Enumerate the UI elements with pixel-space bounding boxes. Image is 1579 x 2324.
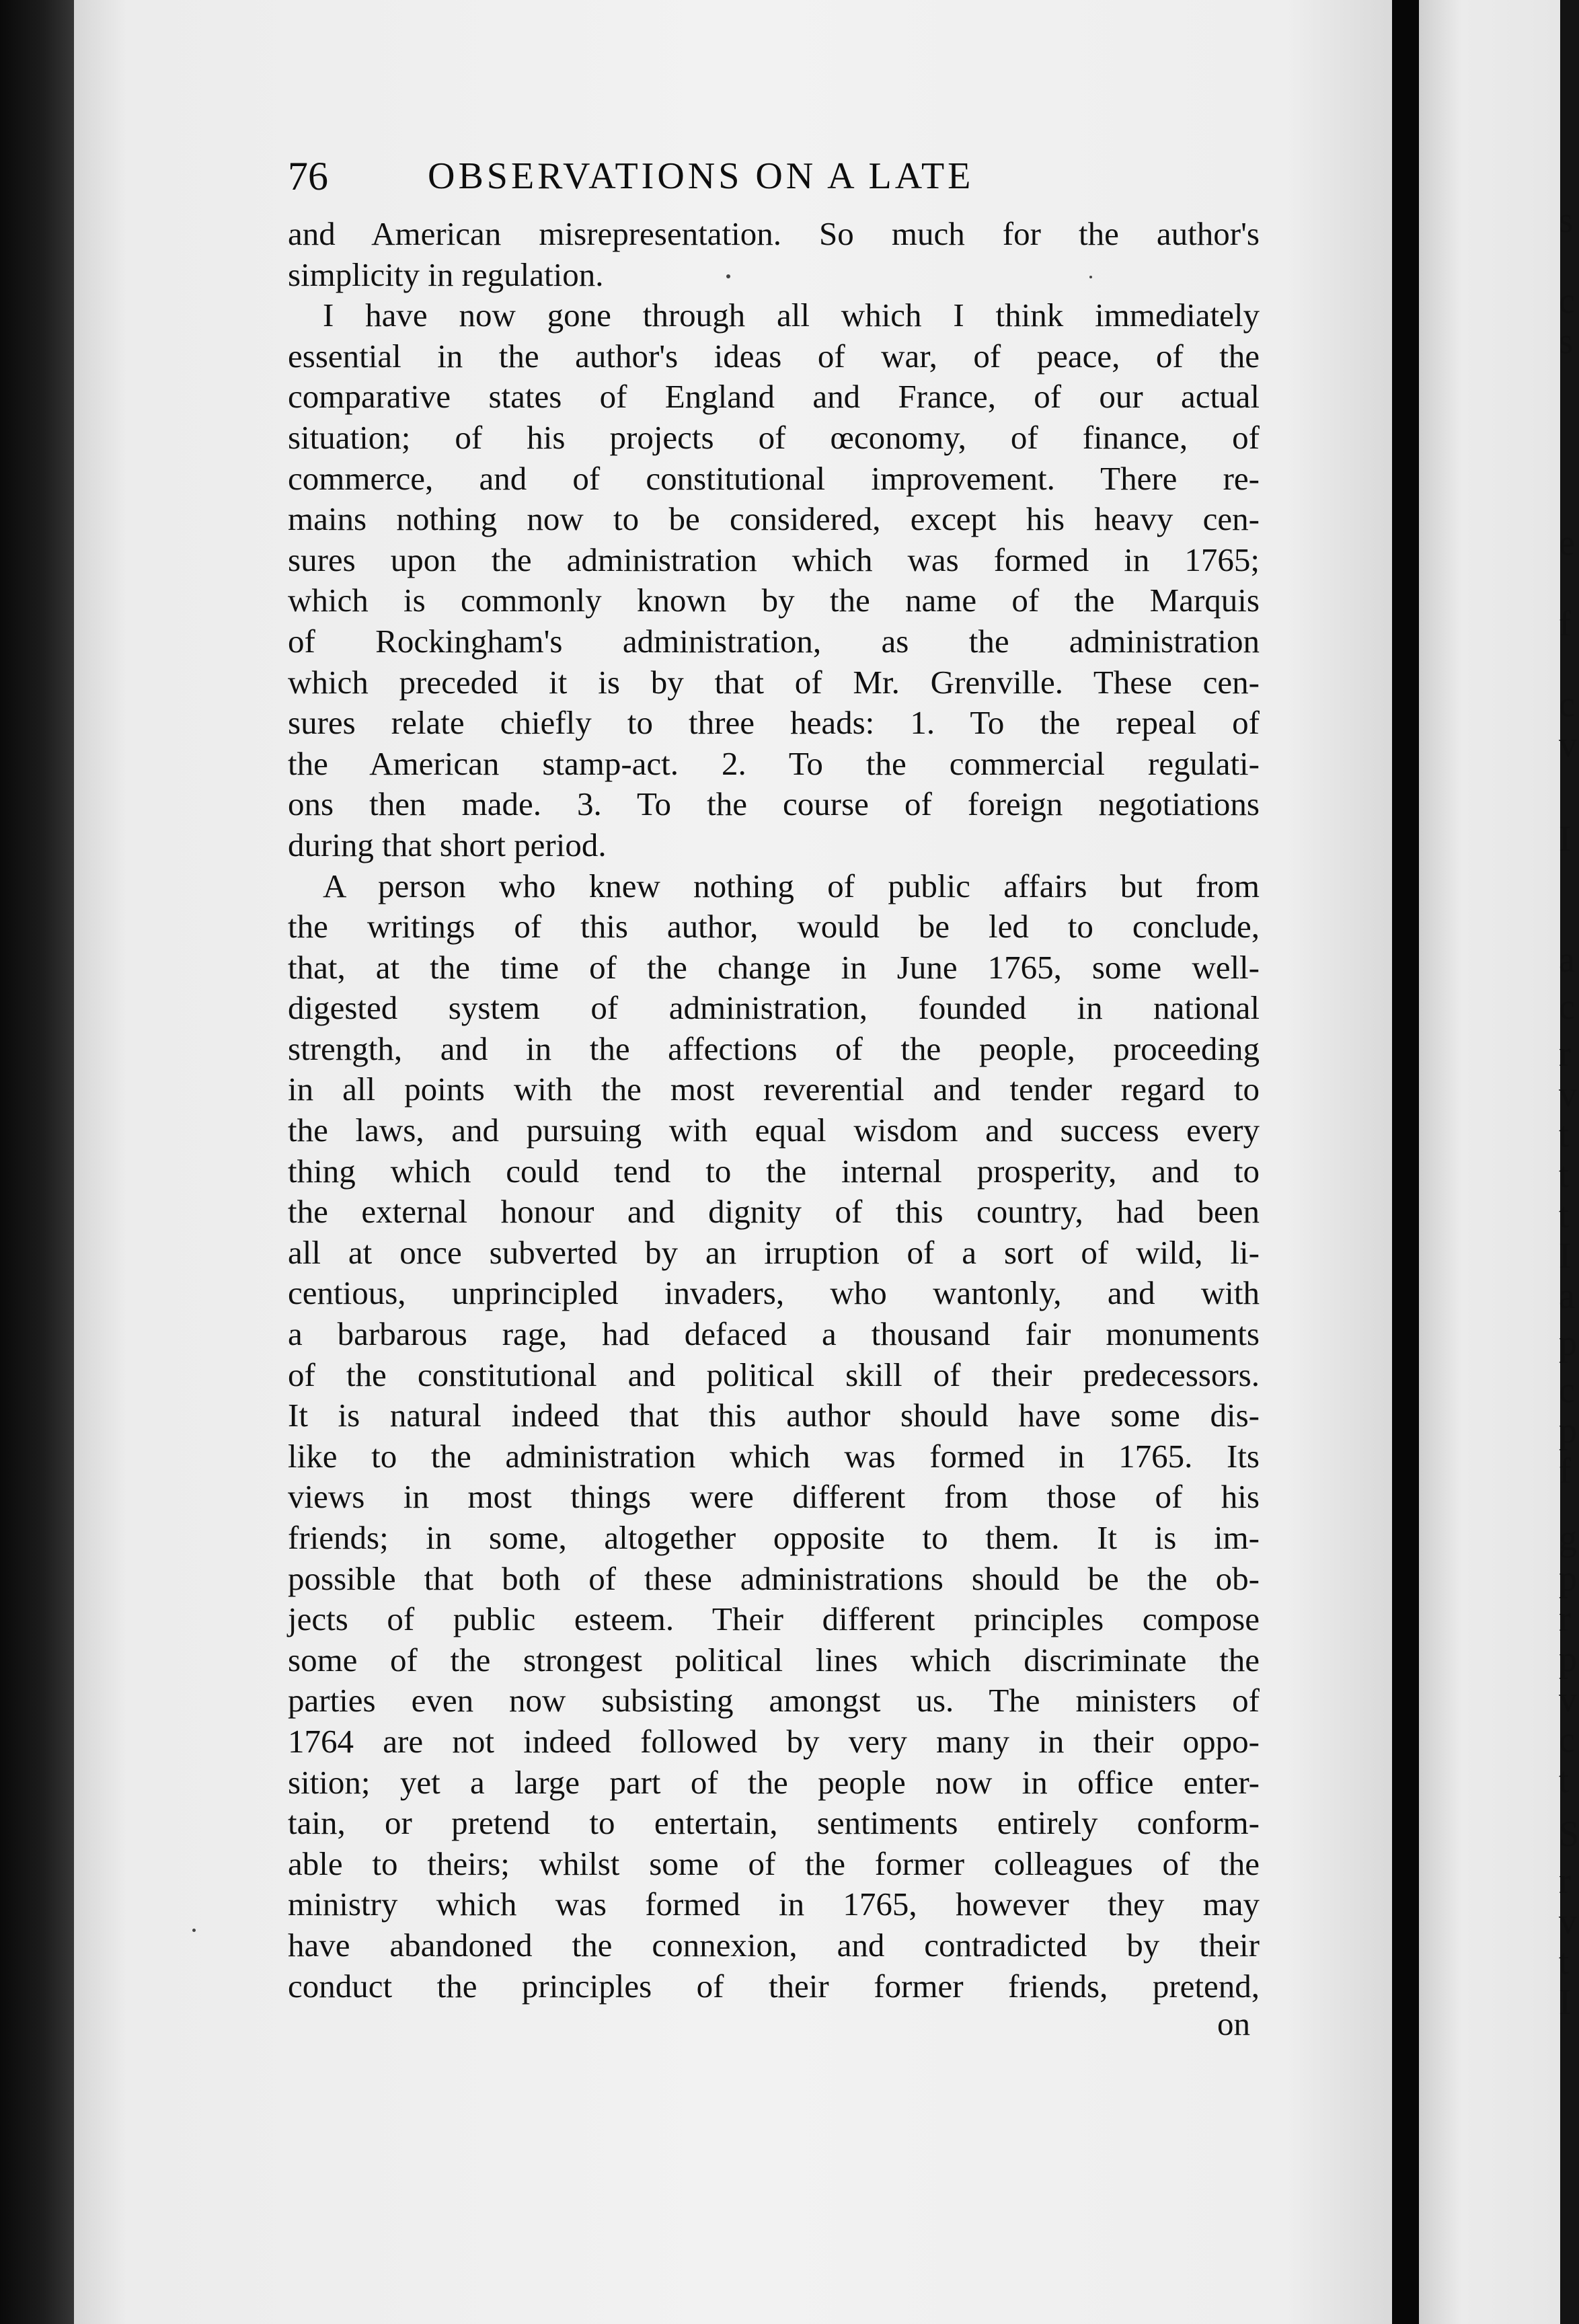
- text-line: tain, or pretend to entertain, sentiments entirely conform-: [288, 1804, 1260, 1842]
- facing-page-fragment: s: [1559, 200, 1574, 240]
- text-line: all at once subverted by an irruption of a sort of wild, li-: [288, 1233, 1260, 1271]
- facing-page-fragment: c: [1559, 1719, 1575, 1760]
- text-line: possible that both of these administrations should be the ob-: [288, 1559, 1260, 1597]
- text-line: conduct the principles of their former friends, pretend,: [288, 1967, 1260, 2005]
- text-line: parties even now subsisting amongst us. The ministers of: [288, 1682, 1260, 1719]
- facing-page-fragment: v: [1559, 1679, 1577, 1719]
- facing-page-fragment: p: [1559, 1639, 1577, 1679]
- text-line: the laws, and pursuing with equal wisdom and success every: [288, 1112, 1260, 1149]
- page-header: [288, 153, 1128, 207]
- text-line: situation; of his projects of œconomy, of finance, of: [288, 418, 1260, 456]
- text-line: simplicity in regulation.: [288, 256, 604, 293]
- text-line: and American misrepresentation. So much for the author's: [288, 215, 1260, 252]
- facing-page-fragment: a: [1559, 939, 1575, 980]
- text-line: strength, and in the affections of the people, proceeding: [288, 1030, 1260, 1067]
- facing-page-fragment: f: [1559, 603, 1571, 644]
- text-line: mains nothing now to be considered, except his heavy cen-: [288, 500, 1260, 538]
- facing-page-fragment: t: [1559, 1941, 1570, 1982]
- body-text: [288, 214, 1260, 2007]
- facing-page-fragment: t: [1559, 1195, 1570, 1235]
- text-line: which preceded it is by that of Mr. Grenville. These cen-: [288, 663, 1260, 701]
- facing-page-fragment: v: [1559, 724, 1577, 765]
- text-line: that, at the time of the change in June 1765, some well-: [288, 948, 1260, 986]
- facing-page-fragment: c: [1559, 684, 1575, 724]
- text-line: I have now gone through all which I think immediately: [323, 297, 1260, 334]
- text-line: a barbarous rage, had defaced a thousand fair monuments: [288, 1315, 1260, 1353]
- facing-page-fragment: r: [1559, 1861, 1571, 1901]
- facing-page-fragment: r: [1559, 1598, 1571, 1639]
- text-line: like to the administration which was formed in 1765. Its: [288, 1437, 1260, 1475]
- page-gutter: [1392, 0, 1419, 2324]
- text-line: sures upon the administration which was formed in 1765;: [288, 541, 1260, 578]
- facing-page-fragment: I: [1559, 818, 1571, 859]
- facing-page-fragment: p: [1559, 1558, 1577, 1598]
- facing-page-fragment: g: [1559, 1518, 1577, 1558]
- facing-page-fragment: e: [1559, 522, 1575, 563]
- paper-speck: [726, 274, 730, 278]
- paper-speck: [192, 1929, 196, 1932]
- catchword: on: [1217, 2005, 1250, 2042]
- text-line: the American stamp-act. 2. To the commercial regulati-: [288, 744, 1260, 782]
- facing-page-fragment: p: [1559, 1323, 1577, 1363]
- running-head: OBSERVATIONS ON A LATE: [428, 155, 974, 197]
- facing-page-edge: [1419, 0, 1579, 2324]
- text-line: friends; in some, altogether opposite to them. It is im-: [288, 1519, 1260, 1556]
- page-number: 76: [288, 154, 328, 198]
- facing-page-fragment: c: [1559, 986, 1575, 1027]
- text-line: views in most things were different from those of his: [288, 1478, 1260, 1516]
- text-line: digested system of administration, founded in national: [288, 989, 1260, 1027]
- text-line: have abandoned the connexion, and contradicted by their: [288, 1926, 1260, 1964]
- text-line: able to theirs; whilst some of the former colleagues of the: [288, 1845, 1260, 1882]
- text-line: in all points with the most reverential and tender regard to: [288, 1071, 1260, 1108]
- facing-page-fragment: p: [1559, 1410, 1577, 1450]
- text-line: of Rockingham's administration, as the administration: [288, 622, 1260, 660]
- text-line: during that short period.: [288, 826, 607, 863]
- facing-page-fragment: v: [1559, 1901, 1577, 1941]
- facing-page-fragment: c: [1559, 280, 1575, 321]
- text-line: some of the strongest political lines which discriminate the: [288, 1641, 1260, 1678]
- facing-page-fragment: S: [1559, 1814, 1579, 1854]
- text-line: comparative states of England and France, of our actual: [288, 378, 1260, 416]
- text-line: jects of public esteem. Their different principles compose: [288, 1600, 1260, 1638]
- facing-page-fragment: t: [1559, 1155, 1570, 1195]
- facing-page-fragment: v: [1559, 1074, 1577, 1114]
- text-line: ministry which was formed in 1765, however they may: [288, 1886, 1260, 1923]
- facing-page-fragment: I: [1559, 1235, 1571, 1276]
- text-line: 1764 are not indeed followed by very many in their oppo-: [288, 1722, 1260, 1760]
- facing-page-fragment: I: [1559, 1982, 1571, 2022]
- text-line: centious, unprincipled invaders, who wantonly, and with: [288, 1274, 1260, 1312]
- facing-page-fragment: t: [1559, 1114, 1570, 1155]
- text-line: which is commonly known by the name of the Marquis: [288, 582, 1260, 619]
- text-line: thing which could tend to the internal prosperity, and to: [288, 1152, 1260, 1190]
- facing-page-fragment: r: [1559, 1034, 1571, 1074]
- text-line: ons then made. 3. To the course of foreign negotiations: [288, 785, 1260, 823]
- text-line: It is natural indeed that this author should have some dis-: [288, 1397, 1260, 1434]
- text-line: of the constitutional and political skill of their predecessors.: [288, 1356, 1260, 1393]
- text-line: sition; yet a large part of the people now in office enter-: [288, 1763, 1260, 1801]
- facing-page-fragment: a: [1559, 1276, 1575, 1316]
- text-line: sures relate chiefly to three heads: 1. To the repeal of: [288, 704, 1260, 742]
- text-line: A person who knew nothing of public affairs but from: [323, 867, 1260, 904]
- paper-speck: [1089, 276, 1092, 278]
- facing-page-fragment: t: [1559, 1760, 1570, 1800]
- text-line: essential in the author's ideas of war, of peace, of the: [288, 337, 1260, 375]
- facing-page-fragment: c: [1559, 1370, 1575, 1410]
- left-binding-edge: [0, 0, 79, 2324]
- facing-page-fragment: s: [1559, 321, 1574, 361]
- text-line: the writings of this author, would be led to conclude,: [288, 908, 1260, 945]
- text-line: commerce, and of constitutional improvement. There re-: [288, 459, 1260, 497]
- facing-page-fragment: f: [1559, 1450, 1571, 1491]
- text-line: the external honour and dignity of this country, had been: [288, 1193, 1260, 1231]
